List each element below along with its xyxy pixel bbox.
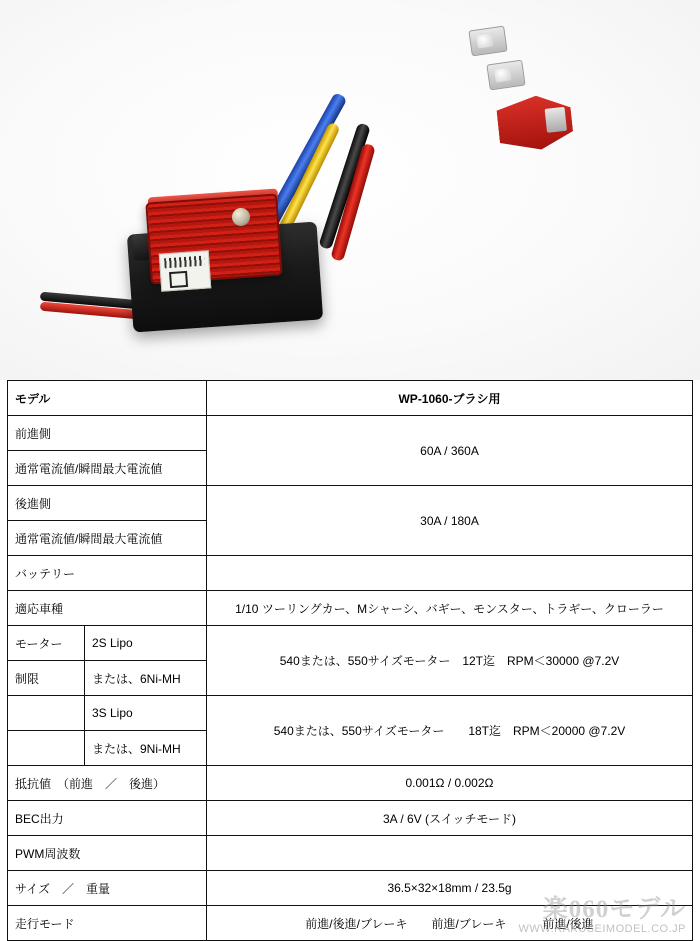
- spec-label-motor-blank-2: [8, 731, 85, 766]
- spec-label-size-weight: サイズ ／ 重量: [8, 871, 207, 906]
- table-row: [8, 696, 693, 731]
- spec-value-run-mode: 前進/後進/ブレーキ 前進/ブレーキ 前進/後進: [207, 906, 693, 941]
- table-row: [8, 381, 693, 416]
- spec-value-reverse-current: 30A / 180A: [207, 486, 693, 556]
- table-row: [8, 836, 693, 871]
- spec-value-model: WP-1060-ブラシ用: [207, 381, 693, 416]
- table-row: [8, 486, 693, 521]
- watermark-url: WWW.RAKUSEIMODEL.CO.JP: [518, 923, 686, 935]
- bullet-connector-icon: [468, 26, 507, 57]
- spec-label-3s-lipo: 3S Lipo: [85, 696, 207, 731]
- spec-value-motor-limit-2s: 540または、550サイズモーター 12T迄 RPM＜30000 @7.2V: [207, 626, 693, 696]
- spec-value-bec: 3A / 6V (スイッチモード): [207, 801, 693, 836]
- spec-value-motor-limit-3s: 540または、550サイズモーター 18T迄 RPM＜20000 @7.2V: [207, 696, 693, 766]
- table-row: [8, 626, 693, 661]
- spec-value-resistance: 0.001Ω / 0.002Ω: [207, 766, 693, 801]
- spec-value-size-weight: 36.5×32×18mm / 23.5g: [207, 871, 693, 906]
- watermark-text: 楽060モデル: [542, 896, 686, 923]
- spec-table-wrapper: [0, 380, 700, 941]
- spec-value-battery: [207, 556, 693, 591]
- spec-value-vehicle-type: 1/10 ツーリングカー、Mシャーシ、バギー、モンスター、トラギー、クローラー: [207, 591, 693, 626]
- spec-label-motor: モーター: [8, 626, 85, 661]
- photo-background: [0, 0, 700, 380]
- spec-value-forward-current: 60A / 360A: [207, 416, 693, 486]
- deans-t-plug-icon: [495, 92, 574, 153]
- table-row: [8, 871, 693, 906]
- product-photo: [0, 0, 700, 380]
- table-row: [8, 416, 693, 451]
- table-row: [8, 591, 693, 626]
- spec-label-pwm: PWM周波数: [8, 836, 207, 871]
- bullet-connector-icon: [486, 60, 525, 91]
- table-row: [8, 906, 693, 941]
- spec-label-motor-limit: 制限: [8, 661, 85, 696]
- label-box-icon: [169, 271, 188, 288]
- spec-label-forward-current: 通常電流値/瞬間最大電流値: [8, 451, 207, 486]
- spec-label-reverse-current: 通常電流値/瞬間最大電流値: [8, 521, 207, 556]
- spec-label-vehicle-type: 適応車種: [8, 591, 207, 626]
- spec-label-battery: バッテリー: [8, 556, 207, 591]
- esc-label-plate: [159, 250, 212, 291]
- spec-label-2s-lipo: 2S Lipo: [85, 626, 207, 661]
- spec-label-run-mode: 走行モード: [8, 906, 207, 941]
- table-row: [8, 801, 693, 836]
- spec-label-9nimh: または、9Ni-MH: [85, 731, 207, 766]
- spec-table: [7, 380, 693, 941]
- table-row: [8, 766, 693, 801]
- spec-label-forward: 前進側: [8, 416, 207, 451]
- spec-label-motor-blank: [8, 696, 85, 731]
- barcode-icon: [164, 256, 205, 269]
- spec-label-model: モデル: [8, 381, 207, 416]
- spec-label-reverse: 後進側: [8, 486, 207, 521]
- spec-value-pwm: [207, 836, 693, 871]
- table-row: [8, 556, 693, 591]
- spec-label-6nimh: または、6Ni-MH: [85, 661, 207, 696]
- spec-label-resistance: 抵抗値 （前進 ／ 後進）: [8, 766, 207, 801]
- spec-label-bec: BEC出力: [8, 801, 207, 836]
